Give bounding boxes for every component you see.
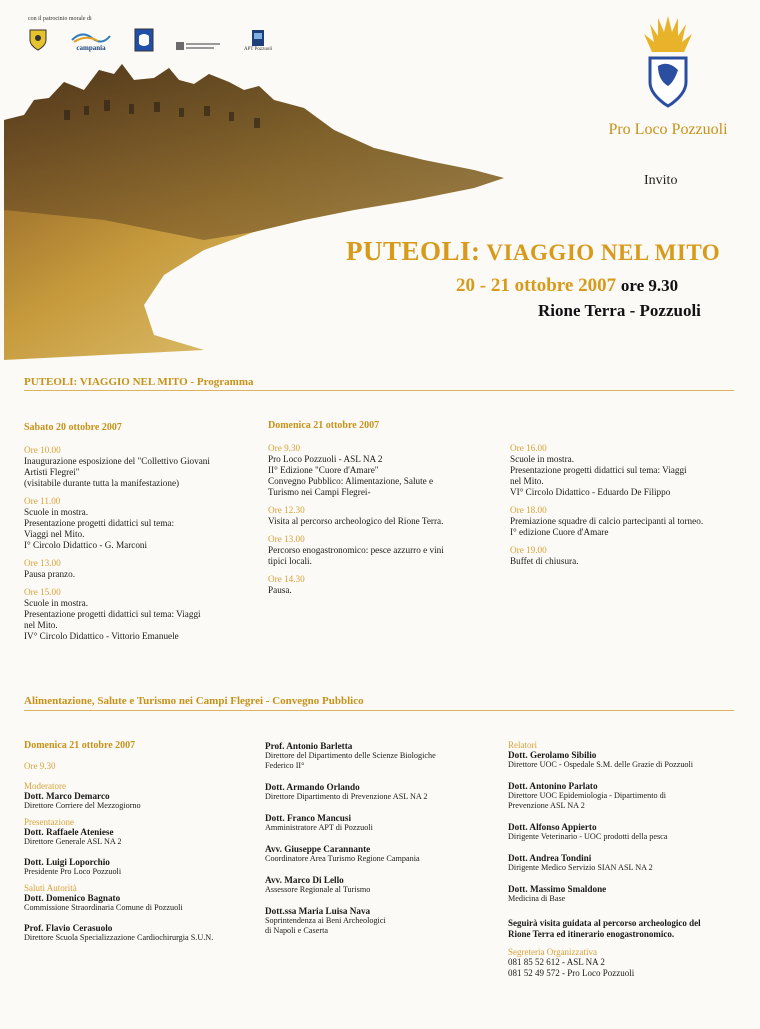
person-name: Dott. Luigi Loporchio: [24, 857, 110, 867]
person-desc: Direttore UOC Epidemiologia - Dipartimento di Prevenzione ASL NA 2: [508, 791, 667, 810]
convegno-time: Ore 9.30: [24, 761, 56, 771]
event-desc: Visita al percorso archeologico del Rione Terra.: [268, 516, 444, 526]
event-item: [510, 443, 742, 498]
closing-note: Seguirà visita guidata al percorso archeologico del Rione Terra ed itinerario enogastronomico.: [508, 918, 701, 939]
convegno-heading: Alimentazione, Salute e Turismo nei Campi Flegrei - Convegno Pubblico: [24, 695, 364, 707]
event-time: Ore 13.00: [24, 558, 61, 568]
person-desc: Coordinatore Area Turismo Regione Campania: [265, 854, 420, 863]
event-item: [24, 496, 259, 551]
event-desc: Pro Loco Pozzuoli - ASL NA 2 II° Edizione "Cuore d'Amare" Convegno Pubblico: Alimentazione, Salute e Turismo nei Campi Flegrei-: [268, 454, 434, 497]
programma-divider: [24, 390, 734, 391]
programma-col-1: [24, 422, 259, 649]
event-desc: Pausa pranzo.: [24, 569, 76, 579]
person-desc: Soprintendenza ai Beni Archeologici di Napoli e Caserta: [265, 916, 386, 935]
assessorato-text-logo-icon: [176, 40, 222, 52]
person-entry: [508, 781, 748, 811]
person-name: Avv. Giuseppe Carannante: [265, 844, 371, 854]
day-header: Domenica 21 ottobre 2007: [268, 420, 380, 431]
event-time: Ore 13.00: [268, 534, 305, 544]
event-desc: Scuole in mostra. Presentazione progetti didattici sul tema: Viaggi nel Mito. I° Circolo Didattico - G. Marconi: [24, 507, 175, 550]
person-name: Dott. Franco Mancusi: [265, 813, 351, 823]
event-time: Ore 9.30: [268, 443, 301, 453]
person-name: Dott. Armando Orlando: [265, 782, 360, 792]
person-name: Dott. Domenico Bagnato: [24, 893, 121, 903]
patron-logos: [28, 28, 272, 52]
person-desc: Presidente Pro Loco Pozzuoli: [24, 867, 122, 876]
person-desc: Direttore Generale ASL NA 2: [24, 837, 122, 846]
person-entry: [265, 813, 500, 833]
organizer-name: Pro Loco Pozzuoli: [608, 121, 728, 138]
event-item: [268, 574, 493, 596]
person-name: Dott. Raffaele Ateniese: [24, 827, 114, 837]
person-desc: Direttore Dipartimento di Prevenzione ASL NA 2: [265, 792, 428, 801]
event-desc: Inaugurazione esposizione del "Collettivo Giovani Artisti Flegrei" (visitabile durante tutta la manifestazione): [24, 456, 210, 488]
person-desc: Assessore Regionale al Turismo: [265, 885, 371, 894]
page-title: [346, 236, 720, 267]
campania-logo-label: campania: [76, 44, 106, 52]
programma-heading: PUTEOLI: VIAGGIO NEL MITO - Programma: [24, 376, 254, 388]
event-time: Ore 19.00: [510, 545, 547, 555]
event-item: [510, 545, 742, 567]
apt-logo-label: APT Pozzuoli: [244, 47, 273, 52]
person-entry: [508, 750, 748, 770]
event-time: Ore 16.00: [510, 443, 547, 453]
person-name: Prof. Antonio Barletta: [265, 741, 353, 751]
event-time: Ore 10.00: [24, 445, 61, 455]
contact-line: 081 85 52 612 - ASL NA 2: [508, 957, 605, 967]
convegno-divider: [24, 710, 734, 711]
person-entry: [508, 822, 748, 842]
person-name: Dott. Andrea Tondini: [508, 853, 592, 863]
person-desc: Direttore UOC - Ospedale S.M. delle Grazie di Pozzuoli: [508, 760, 694, 769]
event-item: [24, 558, 259, 580]
person-name: Dott. Antonino Parlato: [508, 781, 598, 791]
person-name: Dott. Gerolamo Sibilio: [508, 750, 597, 760]
event-item: [268, 534, 493, 567]
campania-logo-icon: [70, 30, 112, 52]
person-entry: [265, 906, 500, 936]
event-item: [268, 505, 493, 527]
person-role: Moderatore: [24, 781, 66, 791]
programma-col-3: [510, 443, 742, 574]
relatori-label: Relatori: [508, 740, 537, 750]
pro-loco-logo: [598, 12, 738, 139]
dates-text: 20 - 21 ottobre 2007: [456, 275, 617, 296]
event-desc: Scuole in mostra. Presentazione progetti didattici sul tema: Viaggi nel Mito. VI° Circolo Didattico - Eduardo De Filippo: [510, 454, 687, 497]
person-role: Presentazione: [24, 817, 74, 827]
event-item: [24, 587, 259, 642]
person-role: Saluti Autorità: [24, 883, 77, 893]
person-name: Dott. Massimo Smaldone: [508, 884, 607, 894]
apt-logo-icon: [244, 29, 272, 52]
person-desc: Commissione Straordinaria Comune di Pozzuoli: [24, 903, 183, 912]
person-entry: [265, 782, 500, 802]
title-rest: VIAGGIO NEL MITO: [480, 240, 721, 265]
person-entry: [265, 844, 500, 864]
person-desc: Medicina di Base: [508, 894, 566, 903]
secretariat-label: Segreteria Organizzativa: [508, 947, 598, 957]
convegno-col-1: [24, 740, 259, 949]
day-header: Domenica 21 ottobre 2007: [24, 740, 136, 751]
day-header: Sabato 20 ottobre 2007: [24, 422, 122, 433]
provincia-crest-icon: [134, 28, 154, 52]
person-desc: Amministratore APT di Pozzuoli: [265, 823, 373, 832]
programma-col-2: [268, 420, 493, 603]
person-desc: Direttore Corriere del Mezzogiorno: [24, 801, 141, 810]
person-desc: Dirigente Medico Servizio SIAN ASL NA 2: [508, 863, 653, 872]
title-main: PUTEOLI:: [346, 236, 481, 266]
person-entry: [24, 781, 259, 811]
person-desc: Dirigente Veterinario - UOC prodotti della pesca: [508, 832, 668, 841]
event-desc: Pausa.: [268, 585, 292, 595]
person-entry: [24, 857, 259, 877]
person-name: Dott. Marco Demarco: [24, 791, 110, 801]
event-desc: Premiazione squadre di calcio partecipanti al torneo. I° edizione Cuore d'Amare: [510, 516, 704, 537]
comune-crest-icon: [28, 28, 48, 52]
person-entry: [24, 817, 259, 847]
event-time: Ore 18.00: [510, 505, 547, 515]
convegno-col-3: [508, 740, 748, 979]
invito-label: Invito: [644, 173, 678, 188]
event-dates: [456, 275, 678, 297]
event-time: Ore 12.30: [268, 505, 305, 515]
event-desc: Percorso enogastronomico: pesce azzurro e vini tipici locali.: [268, 545, 444, 566]
person-name: Dott.ssa Maria Luisa Nava: [265, 906, 371, 916]
person-entry: [24, 923, 259, 943]
person-entry: [24, 883, 259, 913]
person-entry: [508, 884, 748, 904]
person-desc: Direttore del Dipartimento delle Scienze Biologiche Federico II°: [265, 751, 436, 770]
person-entry: [265, 875, 500, 895]
person-desc: Direttore Scuola Specializzazione Cardiochirurgia S.U.N.: [24, 933, 214, 942]
pro-loco-emblem-icon: [638, 12, 698, 112]
event-time: ore 9.30: [620, 276, 679, 295]
person-name: Prof. Flavio Cerasuolo: [24, 923, 113, 933]
contact-line: 081 52 49 572 - Pro Loco Pozzuoli: [508, 968, 635, 978]
event-desc: Buffet di chiusura.: [510, 556, 579, 566]
event-item: [24, 445, 259, 489]
event-time: Ore 15.00: [24, 587, 61, 597]
rione-terra-illustration: [4, 60, 524, 360]
event-item: [510, 505, 742, 538]
event-item: [268, 443, 493, 498]
event-time: Ore 11.00: [24, 496, 61, 506]
event-place: Rione Terra - Pozzuoli: [538, 301, 701, 320]
person-name: Dott. Alfonso Appierto: [508, 822, 597, 832]
person-name: Avv. Marco Di Lello: [265, 875, 344, 885]
person-entry: [265, 741, 500, 771]
patronage-label: con il patrocinio morale di: [28, 16, 92, 22]
event-time: Ore 14.30: [268, 574, 305, 584]
event-desc: Scuole in mostra. Presentazione progetti didattici sul tema: Viaggi nel Mito. IV° Circolo Didattico - Vittorio Emanuele: [24, 598, 201, 641]
convegno-col-2: [265, 741, 500, 942]
person-entry: [508, 853, 748, 873]
